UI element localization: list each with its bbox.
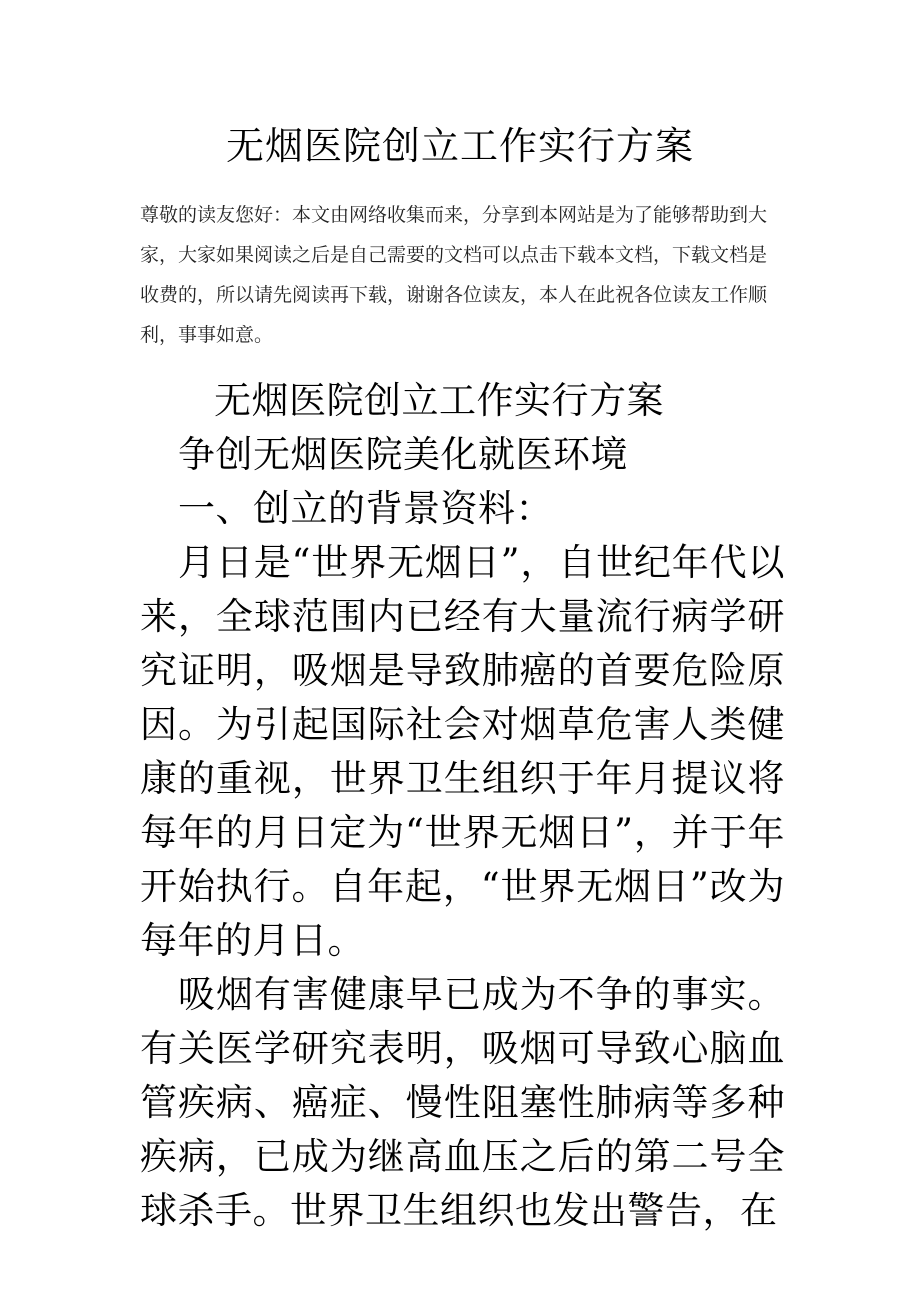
body-subtitle: 无烟医院创立工作实行方案 [214,379,664,422]
body-paragraph-1: 月日是“世界无烟日”，自世纪年代以来，全球范围内已经有大量流行病学研究证明，吸烟是导致肺癌的首要危险原因。为引起国际社会对烟草危害人类健康的重视，世界卫生组织于年月提议将每年的月日定为“世界无烟日”，并于年开始执行。自年起，“世界无烟日”改为每年的月日。 [140,541,785,962]
body-paragraph-2: 吸烟有害健康早已成为不争的事实。有关医学研究表明，吸烟可导致心脑血管疾病、癌症、慢性阻塞性肺病等多种疾病，已成为继高血压之后的第二号全球杀手。世界卫生组织也发出警告，在 [140,973,785,1232]
reader-notice: 尊敬的读友您好：本文由网络收集而来，分享到本网站是为了能够帮助到大家，大家如果阅读之后是自己需要的文档可以点击下载本文档，下载文档是收费的，所以请先阅读再下载，谢谢各位读友，本人在此祝各位读友工作顺利，事事如意。 [140,204,768,346]
section-heading: 一、创立的背景资料： [178,487,553,530]
document-body [140,374,785,1238]
document-title: 无烟医院创立工作实行方案 [225,124,694,168]
body-slogan: 争创无烟医院美化就医环境 [178,433,628,476]
